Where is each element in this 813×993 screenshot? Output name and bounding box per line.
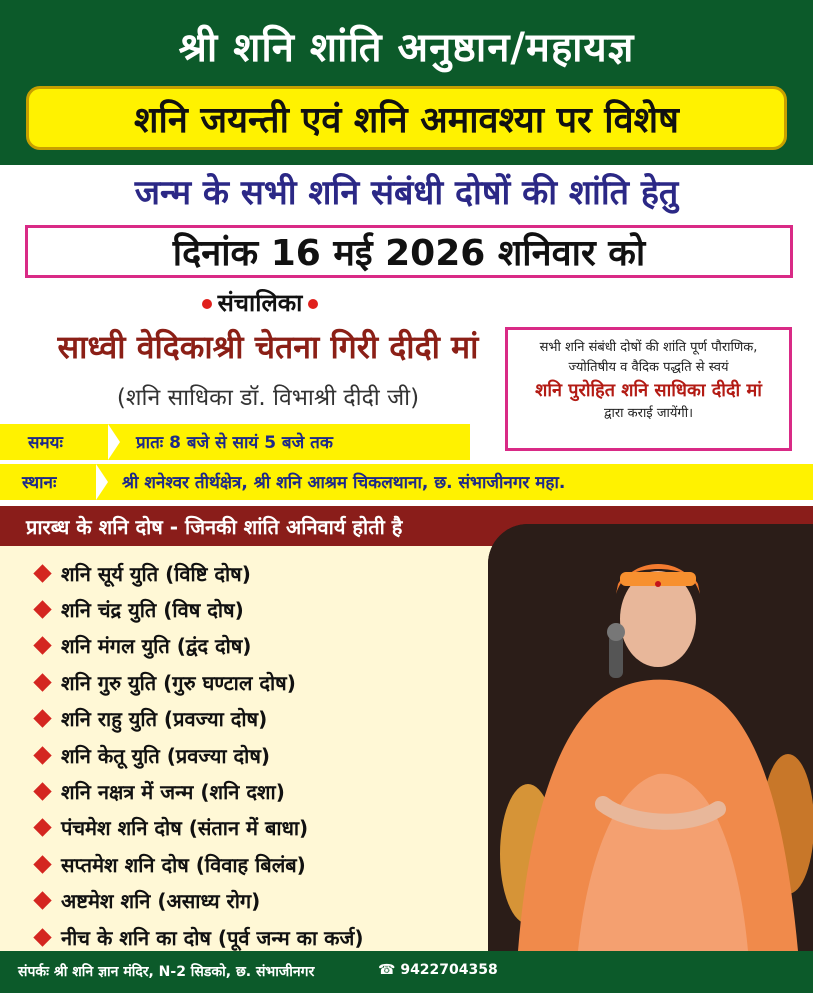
diamond-bullet-icon [33, 819, 51, 837]
list-item [36, 846, 496, 882]
conductor-title: (शनि साधिका डॉ. विभाश्री दीदी जी) [116, 385, 420, 411]
phone-icon: ☎ [378, 962, 396, 978]
phone-value: 9422704358 [400, 962, 498, 978]
diamond-bullet-icon [33, 928, 51, 946]
intro-line: जन्म के सभी शनि संबंधी दोषों की शांति हेतु [134, 173, 679, 213]
diamond-bullet-icon [33, 637, 51, 655]
place-value: श्री शनेश्वर तीर्थक्षेत्र, श्री शनि आश्रम चिकलथाना, छ. संभाजीनगर महा. [122, 473, 566, 493]
list-item [36, 628, 496, 664]
list-item [36, 701, 496, 737]
list-item [36, 737, 496, 773]
diamond-bullet-icon [33, 710, 51, 728]
diamond-bullet-icon [33, 746, 51, 764]
dosh-header: प्रारब्ध के शनि दोष - जिनकी शांति अनिवार्य होती है [26, 515, 403, 539]
dosh-item-text: शनि मंगल युति (द्वंद दोष) [61, 634, 252, 659]
list-item [36, 591, 496, 627]
place-label: स्थानः [22, 473, 57, 493]
date-text: दिनांक 16 मई 2026 शनिवार को [172, 233, 646, 274]
bullet-dot-icon [308, 299, 318, 309]
dosh-item-text: शनि गुरु युति (गुरु घण्टाल दोष) [61, 670, 296, 695]
dosh-item-text: शनि नक्षत्र में जन्म (शनि दशा) [61, 780, 285, 805]
conductor-name: साध्वी वेदिकाश्री चेतना गिरी दीदी मां [57, 328, 479, 366]
time-label: समयः [28, 433, 63, 453]
list-item [36, 555, 496, 591]
dosh-item-text: नीच के शनि का दोष (पूर्व जन्म का कर्ज) [61, 925, 364, 950]
dosh-item-text: सप्तमेश शनि दोष (विवाह बिलंब) [61, 852, 306, 877]
bullet-dot-icon [202, 299, 212, 309]
diamond-bullet-icon [33, 855, 51, 873]
dosh-item-text: शनि सूर्य युति (विष्टि दोष) [61, 561, 251, 586]
diamond-bullet-icon [33, 564, 51, 582]
side-note-line: ज्योतिषीय व वैदिक पद्धति से स्वयं [568, 360, 729, 375]
arrow-divider-icon [96, 464, 108, 500]
list-item [36, 883, 496, 919]
dosh-item-text: अष्टमेश शनि (असाध्य रोग) [61, 889, 261, 914]
conductor-label-text: संचालिका [217, 289, 303, 317]
sadhvi-illustration [488, 524, 813, 951]
list-item [36, 664, 496, 700]
side-note-line: सभी शनि संबंधी दोषों की शांति पूर्ण पौराणिक, [539, 340, 758, 355]
side-note-box [505, 327, 792, 451]
date-box [25, 225, 793, 278]
phone-number [378, 962, 498, 978]
dosh-item-text: शनि राहु युति (प्रवज्या दोष) [61, 707, 268, 732]
diamond-bullet-icon [33, 892, 51, 910]
sadhvi-photo [488, 524, 813, 951]
contact-text: संपर्कः श्री शनि ज्ञान मंदिर, N-2 सिडको, छ. संभाजीनगर [18, 964, 315, 980]
diamond-bullet-icon [33, 782, 51, 800]
arrow-divider-icon [108, 424, 120, 460]
subtitle-text: शनि जयन्ती एवं शनि अमावश्या पर विशेष [134, 99, 679, 141]
dosh-item-text: शनि चंद्र युति (विष दोष) [61, 598, 244, 623]
dosh-list [36, 555, 496, 955]
list-item [36, 773, 496, 809]
dosh-item-text: पंचमेश शनि दोष (संतान में बाधा) [61, 816, 309, 841]
list-item [36, 919, 496, 955]
conductor-label [170, 286, 350, 319]
diamond-bullet-icon [33, 673, 51, 691]
side-note-line: द्वारा कराई जायेंगी। [603, 406, 693, 421]
dosh-item-text: शनि केतू युति (प्रवज्या दोष) [61, 743, 271, 768]
main-title: श्री शनि शांति अनुष्ठान/महायज्ञ [178, 25, 635, 71]
time-value: प्रातः 8 बजे से सायं 5 बजे तक [136, 433, 333, 453]
subtitle-banner [26, 86, 787, 150]
diamond-bullet-icon [33, 600, 51, 618]
list-item [36, 810, 496, 846]
side-note-emphasis: शनि पुरोहित शनि साधिका दीदी मां [535, 380, 762, 401]
